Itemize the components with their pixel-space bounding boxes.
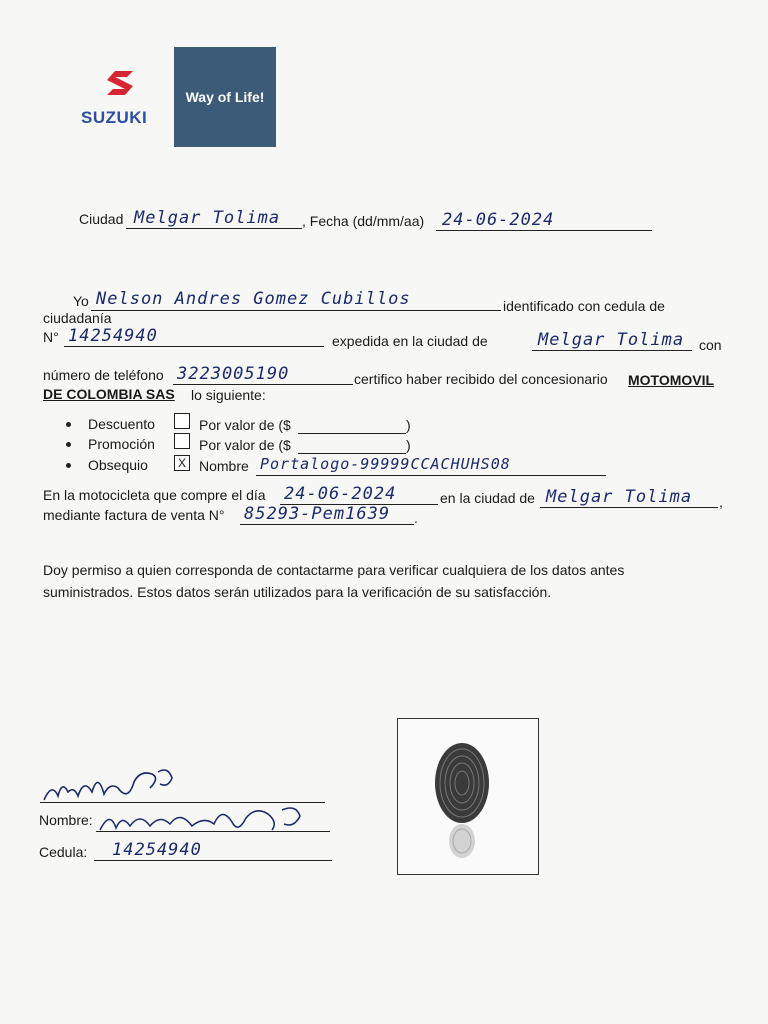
slogan-text: Way of Life!	[185, 89, 265, 105]
gift-checkbox[interactable]: X	[174, 455, 190, 471]
gift-name-value: Portalogo-99999CCACHUHS08	[260, 455, 511, 473]
issued-city-value: Melgar Tolima	[538, 330, 685, 350]
phone-label: número de teléfono	[43, 367, 164, 383]
purchase-text-1: En la motocicleta que compre el día	[43, 487, 266, 503]
date-label: , Fecha (dd/mm/aa)	[302, 213, 425, 229]
date-value: 24-06-2024	[442, 210, 555, 230]
option-gift-label: Obsequio	[88, 457, 148, 473]
dealer-name-1: MOTOMOVIL	[628, 372, 715, 388]
option-discount-label: Descuento	[88, 416, 155, 432]
brand-name: SUZUKI	[81, 108, 148, 127]
discount-close: )	[406, 417, 411, 433]
purchase-text-2: en la ciudad de	[440, 490, 535, 506]
signature-id-value: 14254940	[112, 840, 202, 860]
identified-text: identificado con cedula de	[503, 298, 665, 314]
purchase-date-value: 24-06-2024	[284, 484, 397, 504]
yo-label: Yo	[73, 293, 89, 309]
signature-id-label: Cedula:	[39, 844, 88, 860]
following-text: lo siguiente:	[191, 387, 266, 403]
con-text: con	[699, 337, 722, 353]
promotion-detail: Por valor de ($	[199, 437, 291, 453]
invoice-number-value: 85293-Pem1639	[244, 504, 391, 524]
discount-checkbox[interactable]	[174, 413, 190, 429]
permission-line-1: Doy permiso a quien corresponda de contactarme para verificar cualquiera de los datos antes	[43, 562, 625, 578]
city-label: Ciudad	[79, 211, 124, 227]
id-number-value: 14254940	[68, 326, 158, 346]
fingerprint-icon	[398, 719, 538, 874]
handwritten-name-icon	[96, 800, 306, 840]
person-name-value: Nelson Andres Gomez Cubillos	[96, 289, 411, 309]
suzuki-logo-icon	[103, 68, 143, 108]
option-promotion-label: Promoción	[88, 436, 155, 452]
promotion-close: )	[406, 437, 411, 453]
phone-value: 3223005190	[177, 364, 290, 384]
purchase-text-3: mediante factura de venta N°	[43, 507, 225, 523]
gift-detail: Nombre	[199, 458, 249, 474]
discount-detail: Por valor de ($	[199, 417, 291, 433]
slogan-box	[174, 47, 276, 147]
fingerprint-box	[397, 718, 539, 875]
promotion-checkbox[interactable]	[174, 433, 190, 449]
purchase-city-value: Melgar Tolima	[546, 487, 693, 507]
city-value: Melgar Tolima	[134, 208, 281, 228]
permission-line-2: suministrados. Estos datos serán utilizados para la verificación de su satisfacción.	[43, 584, 552, 600]
purchase-comma: ,	[719, 494, 723, 510]
purchase-period: .	[414, 510, 418, 526]
signature-name-label: Nombre:	[39, 812, 93, 828]
number-label: N°	[43, 329, 59, 345]
dealer-name-2: DE COLOMBIA SAS	[43, 386, 175, 402]
citizenship-text: ciudadanía	[43, 310, 112, 326]
issued-text: expedida en la ciudad de	[332, 333, 488, 349]
certify-text: certifico haber recibido del concesionario	[354, 371, 608, 387]
